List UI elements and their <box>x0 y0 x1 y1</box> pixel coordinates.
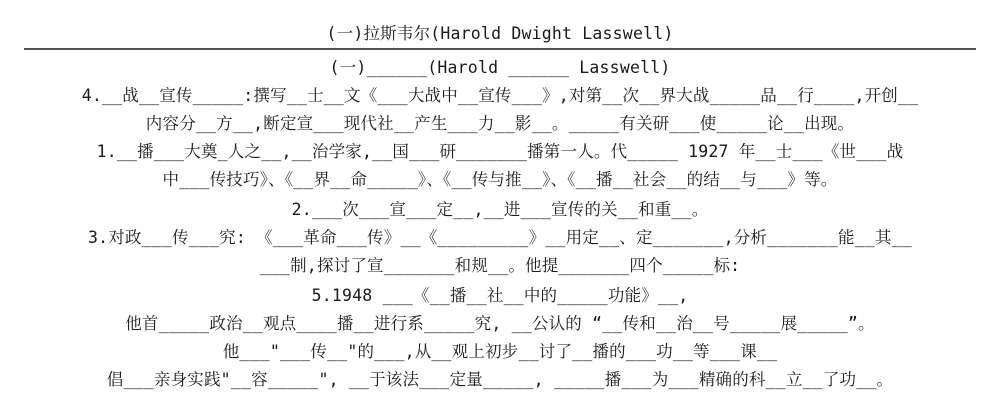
text-line-8: ___制,探讨了宣_______和规__。他提_______四个_____标: <box>259 256 741 275</box>
text-line-4: 1.__播___大奠_人之__,__治学家,__国___研_______播第一人。代_____ 1927 年__士___《世___战 <box>96 142 904 161</box>
text-line-6: 2.___次___宣___定__,__进___宣传的关__和重__。 <box>291 200 709 219</box>
text-line-12: 倡___亲身实践"__容_____", __于该法___定量_____, _____播___为___精确的科__立__了功__。 <box>106 370 894 389</box>
heading-divider <box>24 48 976 50</box>
text-line-10: 他首_____政治__观点____播__进行系_____究, __公认的 “__传和__治__号_____展_____”。 <box>125 314 875 333</box>
text-line-5: 中___传技巧》、《__界__命_____》、《__传与推__》、《__播__社会__的结__与___》等。 <box>162 170 838 189</box>
text-line-2: 4.__战__宣传_____:撰写__士__文《___大战中__宣传___》,对第__次__界大战_____品__行____,开创__ <box>81 86 919 105</box>
text-line-11: 他___"___传__"的___,从__观上初步__讨了__播的___功__等___课__ <box>222 342 778 361</box>
text-line-9: 5.1948 ___《__播__社__中的_____功能》__, <box>311 286 689 305</box>
text-line-7: 3.对政___传___究: 《___革命___传》__《_________》__用定__、定_______,分析_______能__其__ <box>88 228 912 247</box>
text-line-1: (一)______(Harold ______ Lasswell) <box>329 58 671 77</box>
section-heading: (一)拉斯韦尔(Harold Dwight Lasswell) <box>326 24 674 43</box>
text-line-3: 内容分__方__,断定宣___现代社__产生___力__影__。_____有关研___使_____论__出现。 <box>145 114 855 133</box>
